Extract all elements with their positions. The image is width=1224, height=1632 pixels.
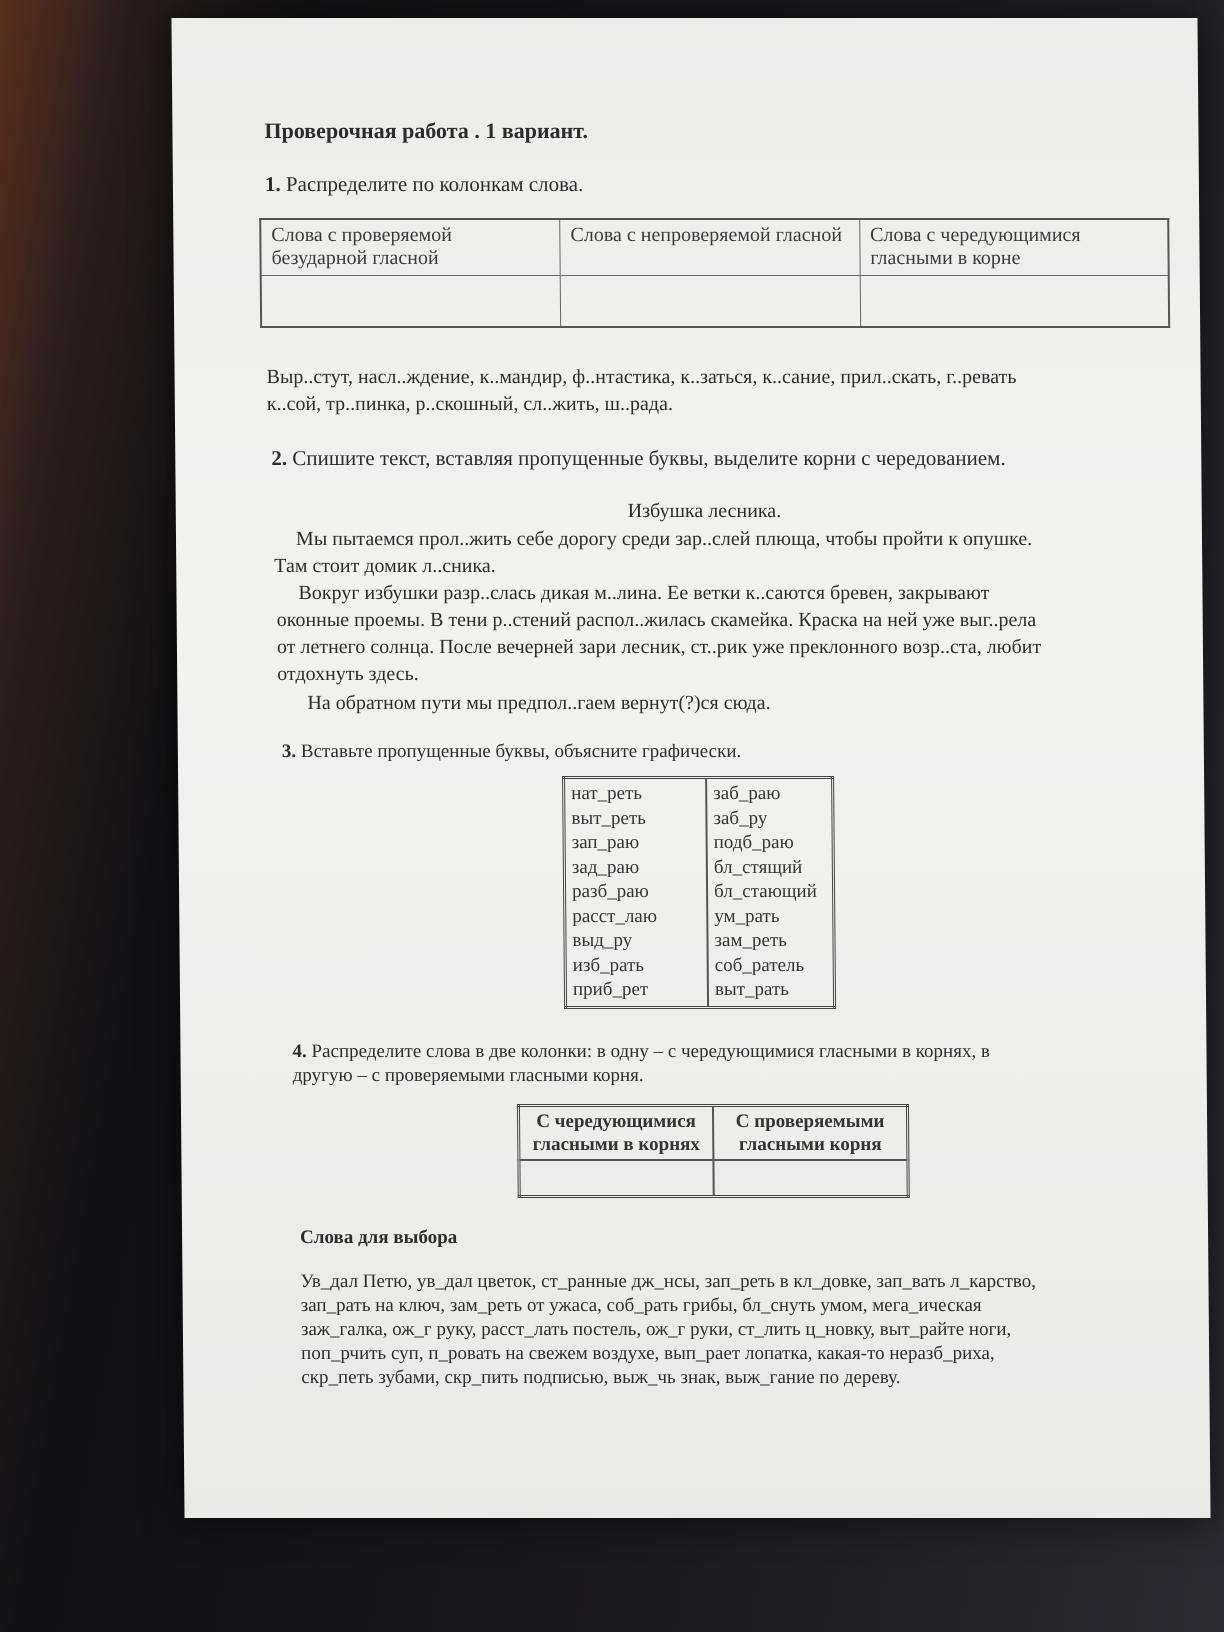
task4-heading [292, 1040, 990, 1064]
words-line-2: зап_рать на ключ, зам_реть от ужаса, соб_рать грибы, бл_снуть умом, мега_ическая [300, 1295, 982, 1316]
task4-cell-1 [519, 1160, 714, 1197]
story-line-7: На обратном пути мы предпол..гаем вернут(?)ся сюда. [307, 692, 771, 714]
task2-heading [271, 446, 1006, 471]
words-heading: Слова для выбора [300, 1227, 458, 1248]
task3-word: зад_раю [571, 856, 640, 878]
task1-text: Распределите по колонкам слова. [285, 172, 584, 196]
story-line-6: отдохнуть здесь. [277, 663, 419, 685]
task4-table [517, 1104, 910, 1198]
story-line-2: Там стоит домик л..сника. [274, 555, 496, 577]
task1-header-1: Слова с проверяемой безударной гласной [260, 219, 560, 275]
task3-word: расст_лаю [572, 905, 658, 927]
task3-word: зам_реть [714, 930, 787, 951]
story-line-1: Мы пытаемся прол..жить себе дорогу среди зар..слей плюща, чтобы пройти к опушке. [295, 528, 1033, 550]
task3-word: бл_стающий [713, 881, 817, 902]
task1-words-line2: к..сой, тр..пинка, р..скошный, сл..жить, ш..рада. [266, 393, 673, 415]
task3-table [562, 776, 836, 1009]
task3-word: нат_реть [571, 783, 643, 804]
task4-text-line2: другую – с проверяемыми гласными корня. [292, 1065, 644, 1086]
task3-text: Вставьте пропущенные буквы, объясните графически. [300, 741, 742, 762]
task3-word: соб_ратель [714, 954, 805, 976]
paper-sheet [171, 18, 1210, 1518]
task4-cell-2 [713, 1160, 908, 1197]
story-line-4: оконные проемы. В тени р..стений распол..жилась скамейка. Краска на ней уже выг..рела [276, 609, 1037, 631]
task3-column-2 [706, 778, 835, 1008]
task3-word: выт_реть [571, 807, 646, 829]
task3-column-1 [564, 778, 709, 1008]
task1-cell-1 [261, 275, 561, 327]
task3-word: заб_раю [713, 783, 781, 804]
task1-table [259, 218, 1170, 328]
task3-word: разб_раю [571, 881, 649, 902]
task1-cell-3 [860, 275, 1169, 327]
words-line-4: поп_рчить суп, п_ровать на свежем воздухе, вып_рает лопатка, какая-то неразб_риха, [301, 1343, 995, 1364]
task4-header-2: С проверяемыми гласными корня [713, 1106, 908, 1161]
task4-text-line1: Распределите слова в две колонки: в одну – с чередующимися гласными в корнях, в [311, 1041, 990, 1062]
task1-header-3: Слова с чередующимися гласными в корне [859, 219, 1168, 275]
words-line-1: Ув_дал Петю, ув_дал цветок, ст_ранные дж_нсы, зап_реть в кл_довке, зап_вать л_карство, [300, 1271, 1037, 1292]
page-title: Проверочная работа . 1 вариант. [264, 118, 588, 143]
task4-number: 4. [292, 1041, 307, 1062]
task3-word: зап_раю [571, 832, 640, 853]
task1-header-2: Слова с непроверяемой гласной [560, 219, 860, 275]
task3-word: ум_рать [714, 905, 780, 927]
task3-word: подб_раю [713, 832, 794, 853]
words-line-3: заж_галка, ож_г руку, расст_лать постель, ож_г руки, ст_лить ц_новку, выт_райте ноги, [300, 1319, 1012, 1340]
task3-word: заб_ру [713, 807, 768, 829]
task3-word: приб_рет [572, 979, 649, 1000]
task3-word: выд_ру [572, 930, 633, 951]
task3-word: изб_рать [572, 954, 645, 976]
task3-word: выт_рать [714, 979, 789, 1000]
story-line-3: Вокруг избушки разр..слась дикая м..лина. Ее ветки к..саются бревен, закрывают [298, 582, 990, 604]
words-line-5: скр_петь зубами, скр_пить подписью, выж_чь знак, выж_гание по дереву. [301, 1367, 901, 1388]
task1-number: 1. [264, 172, 281, 196]
story-title: Избушка лесника. [627, 500, 782, 522]
task3-heading [282, 740, 742, 764]
task4-header-1: С чередующимися гласными в корнях [518, 1106, 713, 1161]
task3-word: бл_стящий [713, 856, 803, 878]
story-line-5: от летнего солнца. После вечерней зари лесник, ст..рик уже преклонного возр..ста, любит [276, 636, 1042, 658]
task1-cell-2 [560, 275, 860, 327]
task2-number: 2. [271, 446, 288, 470]
task1-heading [265, 172, 584, 197]
task1-words-line1: Выр..стут, насл..ждение, к..мандир, ф..нтастика, к..заться, к..сание, прил..скать, г..ревать [266, 366, 1017, 388]
task2-text: Спишите текст, вставляя пропущенные буквы, выделите корни с чередованием. [292, 446, 1006, 470]
task3-number: 3. [281, 741, 297, 762]
